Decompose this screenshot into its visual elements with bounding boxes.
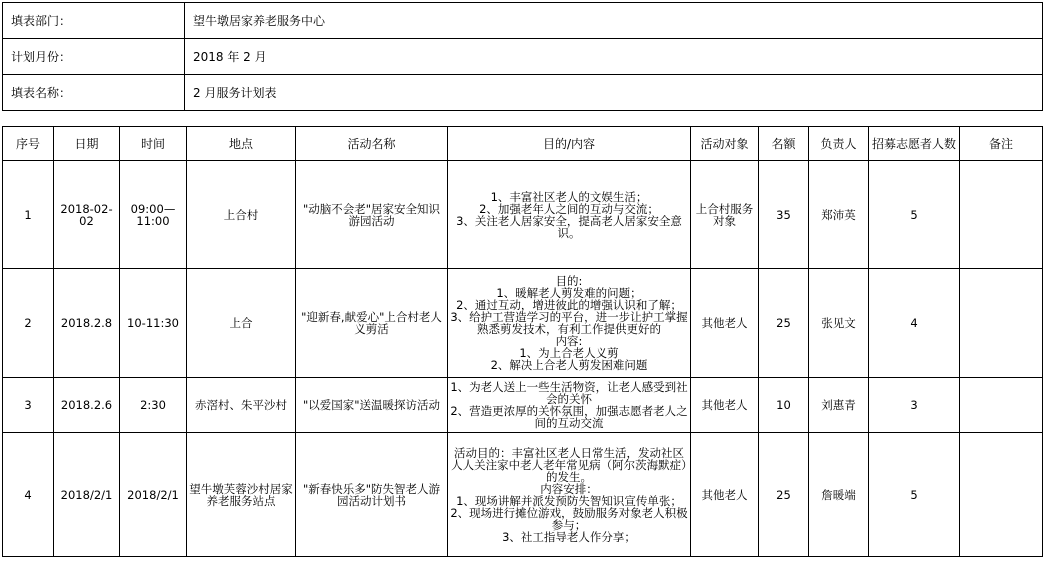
row-remark	[960, 378, 1043, 433]
row-place: 望牛墩芙蓉沙村居家养老服务站点	[187, 433, 296, 557]
row-no: 4	[3, 433, 54, 557]
row-remark	[960, 161, 1043, 269]
month-label: 计划月份：	[3, 39, 185, 75]
header-date: 日期	[54, 127, 120, 161]
content-line: 2、营造更浓厚的关怀氛围，加强志愿者老人之间的互动交流	[450, 404, 688, 430]
header-content: 目的/内容	[448, 127, 691, 161]
row-activity-name: "以爱国家"送温暖探访活动	[296, 378, 448, 433]
row-date: 2018-02-02	[54, 161, 120, 269]
row-place: 上合村	[187, 161, 296, 269]
content-line: 内容:	[555, 334, 583, 348]
content-line: 目的:	[555, 274, 583, 288]
info-table	[2, 2, 1043, 111]
row-owner: 刘惠青	[809, 378, 869, 433]
header-target: 活动对象	[691, 127, 759, 161]
info-row-month	[3, 39, 1043, 75]
row-content	[448, 269, 691, 378]
row-activity-name: "动脑不会老"居家安全知识游园活动	[296, 161, 448, 269]
table-row	[3, 433, 1043, 557]
row-target: 其他老人	[691, 378, 759, 433]
row-owner: 詹暖端	[809, 433, 869, 557]
month-value: 2018 年 2 月	[185, 39, 1043, 75]
content-line: 2、现场进行摊位游戏，鼓励服务对象老人积极参与；	[450, 505, 688, 532]
row-date: 2018.2.6	[54, 378, 120, 433]
row-time: 10-11:30	[120, 269, 187, 378]
content-line: 2、加强老年人之间的互动与交流；	[479, 201, 659, 216]
row-time: 2:30	[120, 378, 187, 433]
header-quota: 名额	[759, 127, 809, 161]
row-content	[448, 378, 691, 433]
row-place: 上合	[187, 269, 296, 378]
plan-header-row	[3, 127, 1043, 161]
row-remark	[960, 269, 1043, 378]
row-volunteers: 5	[869, 161, 960, 269]
row-quota: 25	[759, 269, 809, 378]
row-remark	[960, 433, 1043, 557]
plan-table	[2, 126, 1043, 557]
header-volunteers: 招募志愿者人数	[869, 127, 960, 161]
table-row	[3, 269, 1043, 378]
row-no: 1	[3, 161, 54, 269]
row-time: 2018/2/1	[120, 433, 187, 557]
row-no: 2	[3, 269, 54, 378]
info-row-form	[3, 75, 1043, 111]
row-target: 上合村服务对象	[691, 161, 759, 269]
content-line: 3、给护工营造学习的平台，进一步让护工掌握熟悉剪发技术，有利工作提供更好的	[450, 310, 688, 336]
row-activity-name: "迎新春,献爱心"上合村老人义剪活	[296, 269, 448, 378]
content-line: 1、现场讲解并派发预防失智知识宣传单张；	[456, 493, 682, 508]
content-line: 1、为老人送上一些生活物资，让老人感受到社会的关怀	[450, 380, 688, 406]
row-place: 赤滘村、朱平沙村	[187, 378, 296, 433]
content-line: 活动目的：丰富社区老人日常生活，发动社区人人关注家中老人老年常见病（阿尔茨海默症）的发生。	[451, 445, 687, 484]
row-owner: 张见文	[809, 269, 869, 378]
row-date: 2018/2/1	[54, 433, 120, 557]
row-quota: 35	[759, 161, 809, 269]
content-line: 1、暖解老人剪发难的问题；	[496, 286, 642, 300]
row-target: 其他老人	[691, 433, 759, 557]
row-content	[448, 161, 691, 269]
info-row-department	[3, 3, 1043, 39]
row-quota: 25	[759, 433, 809, 557]
form-value: 2 月服务计划表	[185, 75, 1043, 111]
content-line: 3、社工指导老人作分享；	[502, 529, 636, 544]
content-line: 2、通过互动，增进彼此的增强认识和了解；	[456, 298, 682, 312]
row-content	[448, 433, 691, 557]
header-remark: 备注	[960, 127, 1043, 161]
row-no: 3	[3, 378, 54, 433]
content-line: 1、为上合老人义剪	[519, 346, 619, 360]
table-row	[3, 161, 1043, 269]
header-place: 地点	[187, 127, 296, 161]
department-value: 望牛墩居家养老服务中心	[185, 3, 1043, 39]
row-activity-name: "新春快乐多"防失智老人游园活动计划书	[296, 433, 448, 557]
row-volunteers: 5	[869, 433, 960, 557]
form-label: 填表名称：	[3, 75, 185, 111]
content-line: 1、丰富社区老人的文娱生活；	[490, 189, 648, 204]
row-target: 其他老人	[691, 269, 759, 378]
content-line: 3、关注老人居家安全，提高老人居家安全意识。	[456, 213, 682, 240]
header-no: 序号	[3, 127, 54, 161]
row-time: 09:00—11:00	[120, 161, 187, 269]
content-line: 2、解决上合老人剪发困难问题	[490, 358, 648, 372]
row-volunteers: 3	[869, 378, 960, 433]
row-date: 2018.2.8	[54, 269, 120, 378]
header-owner: 负责人	[809, 127, 869, 161]
content-line: 内容安排：	[540, 481, 598, 496]
department-label: 填表部门：	[3, 3, 185, 39]
row-quota: 10	[759, 378, 809, 433]
table-row	[3, 378, 1043, 433]
row-owner: 郑沛英	[809, 161, 869, 269]
row-volunteers: 4	[869, 269, 960, 378]
header-name: 活动名称	[296, 127, 448, 161]
header-time: 时间	[120, 127, 187, 161]
